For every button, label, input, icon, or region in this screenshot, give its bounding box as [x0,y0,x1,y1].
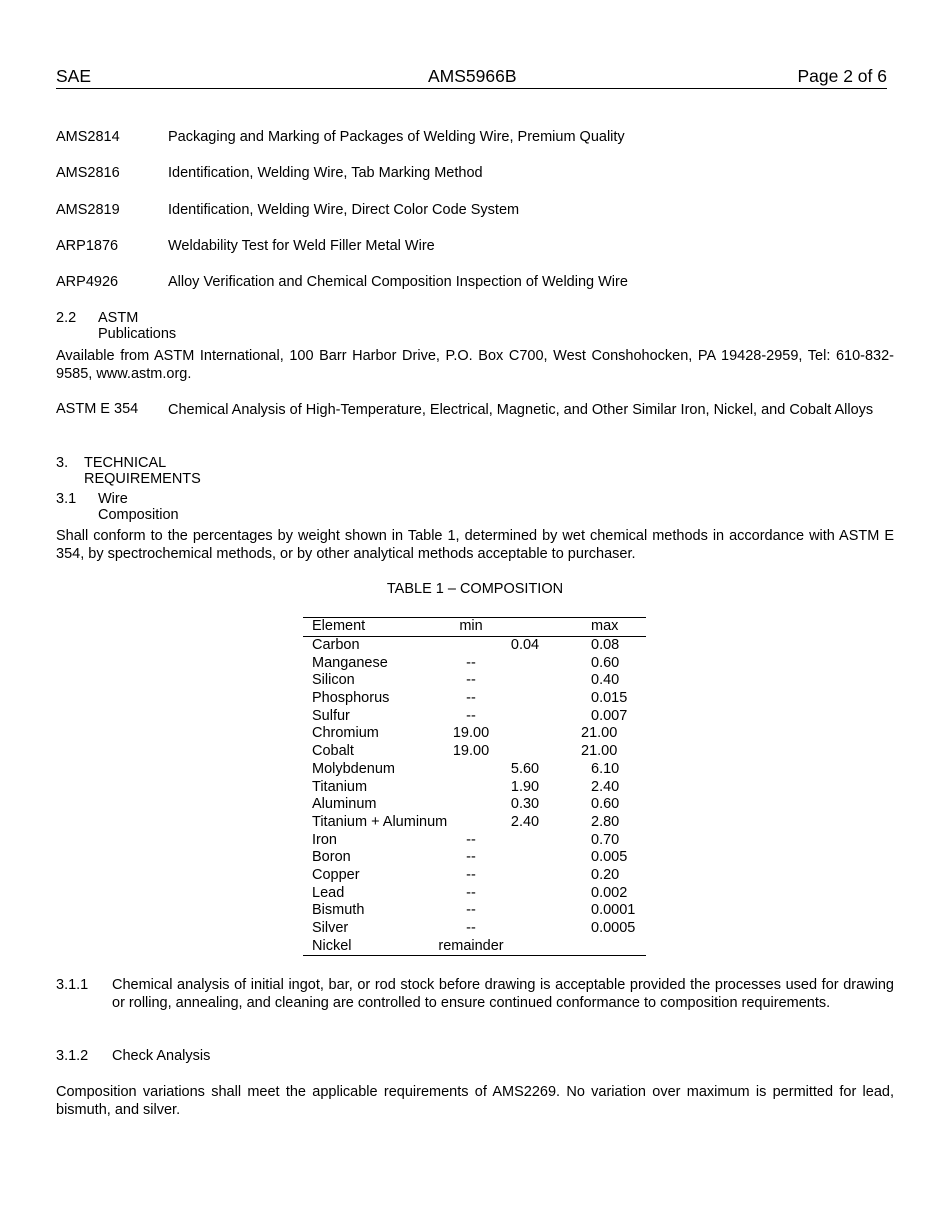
reference-code: AMS2814 [56,129,120,145]
reference-code: AMS2816 [56,165,120,181]
section-number: 3. [56,455,69,471]
reference-title: Weldability Test for Weld Filler Metal Wire [168,238,435,254]
cell-min: -- [466,672,476,689]
table-row [303,725,646,743]
composition-table [303,617,646,956]
cell-element: Titanium + Aluminum [312,813,448,830]
cell-element: Silver [312,920,349,936]
section-number: 2.2 [56,310,77,326]
cell-min: -- [466,920,476,936]
table-row [303,690,646,708]
cell-element: Aluminum [312,796,377,813]
column-header-element: Element [312,618,366,634]
cell-max: 0.60 [591,654,620,671]
section-title: Check Analysis [112,1048,211,1064]
section-number: 3.1.1 [56,977,89,993]
astm-availability-text: Available from ASTM International, 100 Barr Harbor Drive, P.O. Box C700, West Conshohocken, PA 19428-2959, Tel: 610-832-9585, www.astm.org. [56,348,894,382]
table-title: TABLE 1 – COMPOSITION [386,581,564,597]
cell-element: Sulfur [312,707,350,724]
column-header-min: min [459,618,483,634]
reference-code: ARP4926 [56,274,119,290]
section-title: Wire Composition [98,491,179,523]
table-row [303,885,646,903]
cell-max: 0.08 [591,637,620,653]
cell-element: Copper [312,866,360,883]
cell-element: Cobalt [312,743,354,760]
cell-max: 0.0005 [591,920,636,936]
cell-element: Lead [312,884,345,901]
cell-max: 0.70 [591,831,620,848]
reference-code: AMS2819 [56,202,120,218]
reference-title: Identification, Welding Wire, Direct Color Code System [168,202,520,218]
table-row [303,920,646,938]
reference-title: Identification, Welding Wire, Tab Marking Method [168,165,483,181]
cell-max: 0.60 [591,796,620,813]
table-row [303,867,646,885]
cell-min: 0.04 [510,637,540,653]
cell-min: -- [466,654,476,671]
cell-min: -- [466,849,476,866]
column-header-max: max [591,618,619,634]
cell-element: Titanium [312,778,368,795]
table-row [303,814,646,832]
cell-max: 0.007 [591,707,628,724]
cell-max: 0.20 [591,866,620,883]
cell-max: 21.00 [581,725,618,742]
cell-element: Molybdenum [312,760,396,777]
cell-max: 0.40 [591,672,620,689]
cell-element: Carbon [312,637,360,653]
table-row [303,672,646,690]
cell-min: 19.00 [452,725,490,742]
composition-paragraph: Shall conform to the percentages by weight shown in Table 1, determined by wet chemical methods in accordance with ASTM E 354, by spectrochemical methods, or by other analytical methods acceptable to purchaser. [56,528,894,562]
header-org: SAE [56,66,92,86]
section-title: ASTM Publications [98,310,177,342]
cell-min: -- [466,707,476,724]
cell-element: Boron [312,849,351,866]
cell-min: -- [466,884,476,901]
table-row [303,779,646,797]
reference-title: Chemical Analysis of High-Temperature, Electrical, Magnetic, and Other Similar Iron, Nickel, and Cobalt Alloys [168,402,874,418]
cell-max: 6.10 [591,760,620,777]
cell-max: 0.015 [591,690,628,707]
cell-min: 19.00 [452,743,490,760]
table-row [303,655,646,673]
cell-min: -- [466,902,476,919]
cell-min: 5.60 [510,760,540,777]
reference-title: Packaging and Marking of Packages of Welding Wire, Premium Quality [168,129,625,145]
section-number: 3.1 [56,491,77,507]
page-header [56,66,887,89]
cell-max: 2.40 [591,778,620,795]
cell-min: -- [466,690,476,707]
cell-element: Manganese [312,654,388,671]
table-header-row [303,618,646,637]
reference-title: Alloy Verification and Chemical Composition Inspection of Welding Wire [168,274,628,290]
section-number: 3.1.2 [56,1048,89,1064]
check-analysis-paragraph: Composition variations shall meet the applicable requirements of AMS2269. No variation over maximum is permitted for lead, bismuth, and silver. [56,1084,894,1118]
cell-min: -- [466,866,476,883]
cell-max: 0.005 [591,849,628,866]
cell-min: 1.90 [510,778,540,795]
table-row [303,796,646,814]
header-page-number: Page 2 of 6 [797,66,887,86]
table-row [303,761,646,779]
cell-min: 2.40 [510,813,540,830]
cell-element: Nickel [312,937,352,954]
table-body [303,637,646,955]
header-doc-number: AMS5966B [428,66,517,86]
cell-max: 21.00 [581,743,618,760]
table-row [303,902,646,920]
reference-code: ASTM E 354 [56,401,139,417]
cell-min: -- [466,831,476,848]
cell-element: Chromium [312,725,379,742]
table-row [303,849,646,867]
cell-min: remainder [438,937,504,954]
table-row [303,938,646,956]
table-row [303,708,646,726]
cell-min: 0.30 [510,796,540,813]
reference-code: ARP1876 [56,238,119,254]
table-row [303,743,646,761]
cell-element: Bismuth [312,902,365,919]
cell-element: Silicon [312,672,355,689]
cell-element: Phosphorus [312,690,390,707]
subsection-text: Chemical analysis of initial ingot, bar, or rod stock before drawing is acceptable provided the processes used for drawing or rolling, annealing, and cleaning are controlled to ensure continued conformance to composition requirements. [112,977,894,1011]
cell-max: 0.002 [591,884,628,901]
table-row [303,832,646,850]
cell-max: 2.80 [591,813,620,830]
table-row [303,637,646,655]
cell-element: Iron [312,831,337,848]
cell-max: 0.0001 [591,902,636,919]
section-title: TECHNICAL REQUIREMENTS [84,455,201,487]
